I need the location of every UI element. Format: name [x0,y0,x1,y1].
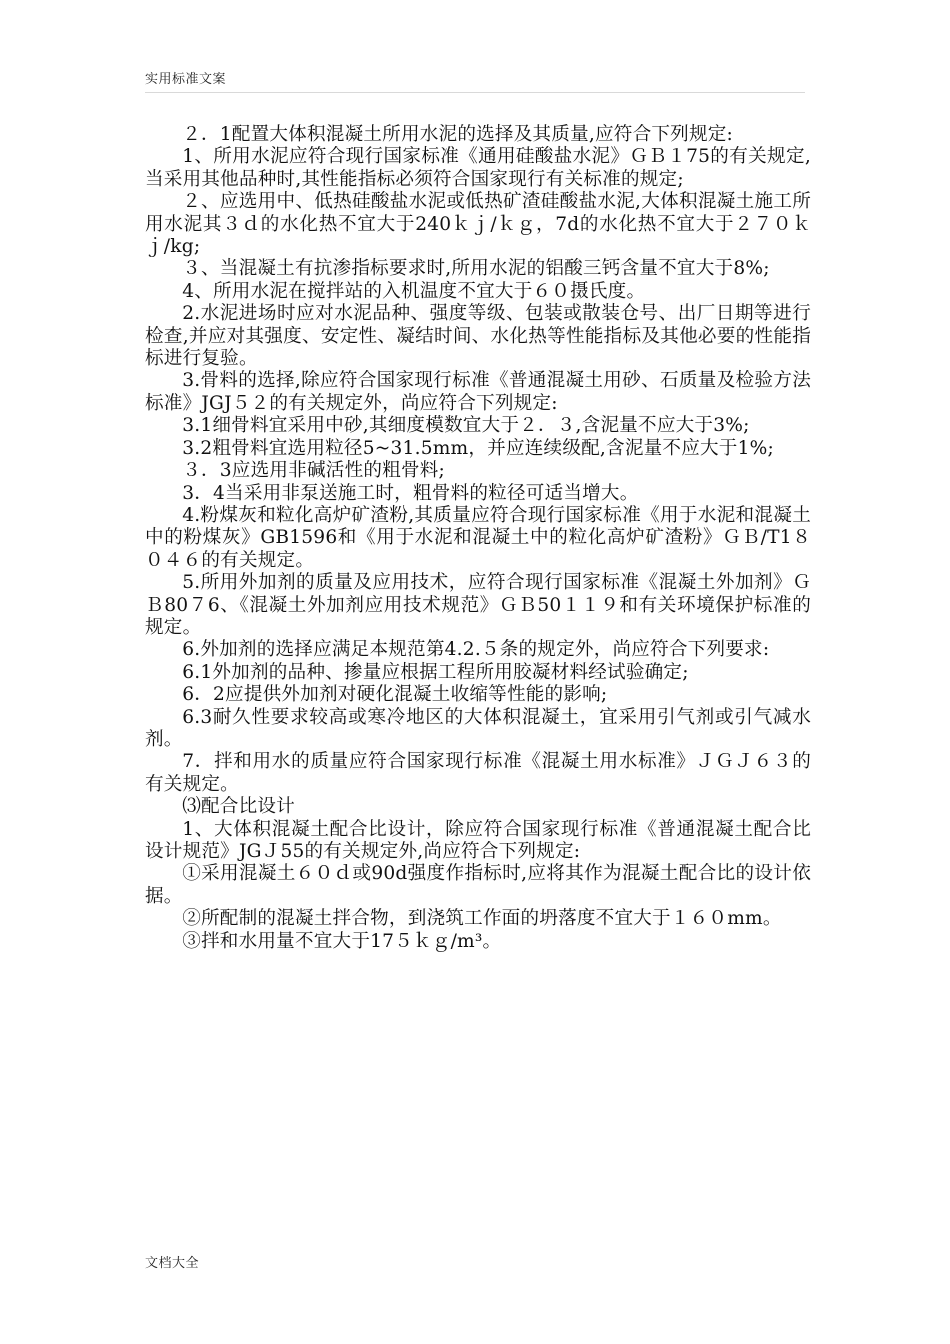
paragraph: 3.1细骨料宜采用中砂,其细度模数宜大于２．３,含泥量不应大于3%; [182,415,750,437]
paragraph: 3.2粗骨料宜选用粒径5~31.5mm，并应连续级配,含泥量不应大于1%; [182,437,774,459]
paragraph: ③拌和水用量不宜大于17５ｋｇ/m³。 [182,930,502,952]
paragraph: ３、当混凝土有抗渗指标要求时,所用水泥的铝酸三钙含量不宜大于8%; [182,258,770,280]
paragraph: 4.粉煤灰和粒化高炉矿渣粉,其质量应符合现行国家标准《用于水泥和混凝土中的粉煤灰》GB1596和《用于水泥和混凝土中的粒化高炉矿渣粉》ＧＢ/T1８０４６的有关规定。 [145,504,811,571]
paragraph: ２．1配置大体积混凝土所用水泥的选择及其质量,应符合下列规定: [182,124,734,145]
paragraph: 5.所用外加剂的质量及应用技术，应符合现行国家标准《混凝土外加剂》ＧＢ80７6、《混凝土外加剂应用技术规范》ＧＢ50１１９和有关环境保护标准的规定。 [145,572,811,638]
paragraph: 2.水泥进场时应对水泥品种、强度等级、包装或散装仓号、出厂日期等进行检查,并应对其强度、安定性、凝结时间、水化热等性能指标及其他必要的性能指标进行复验。 [145,303,811,370]
paragraph: 1、大体积混凝土配合比设计，除应符合国家现行标准《普通混凝土配合比设计规范》JGＪ55的有关规定外,尚应符合下列规定: [145,818,811,862]
paragraph: 6.1外加剂的品种、掺量应根据工程所用胶凝材料经试验确定; [182,661,689,683]
header-divider [145,92,805,93]
paragraph: 6．2应提供外加剂对硬化混凝土收缩等性能的影响; [182,684,608,706]
paragraph: 6.3耐久性要求较高或寒冷地区的大体积混凝土，宜采用引气剂或引气减水剂。 [145,706,811,750]
paragraph: ３．3应选用非碱活性的粗骨料; [182,460,446,482]
paragraph: ２、应选用中、低热硅酸盐水泥或低热矿渣硅酸盐水泥,大体积混凝土施工所用水泥其３ｄ的水化热不宜大于240ｋｊ/ｋｇ，7d的水化热不宜大于２７０ｋｊ/kg; [145,191,811,258]
paragraph: ①采用混凝土６０ｄ或90d强度作指标时,应将其作为混凝土配合比的设计依据。 [145,863,811,907]
paragraph: 3.骨料的选择,除应符合国家现行标准《普通混凝土用砂、石质量及检验方法标准》JGJ５２的有关规定外，尚应符合下列规定: [145,370,811,414]
paragraph: ②所配制的混凝土拌合物，到浇筑工作面的坍落度不宜大于１６０mm。 [182,908,782,930]
paragraph: 1、所用水泥应符合现行国家标准《通用硅酸盐水泥》ＧＢ１75的有关规定,当采用其他品种时,其性能指标必须符合国家现行有关标准的规定; [145,146,811,190]
page-footer: 文档大全 [145,1256,200,1271]
paragraph: 3．4当采用非泵送施工时，粗骨料的粒径可适当增大。 [182,482,639,504]
page-header: 实用标准文案 [145,72,227,87]
paragraph: 4、所用水泥在搅拌站的入机温度不宜大于６０摄氏度。 [182,280,646,302]
paragraph: 6.外加剂的选择应满足本规范第4.2.５条的规定外，尚应符合下列要求: [182,639,770,661]
paragraph: 7．拌和用水的质量应符合国家现行标准《混凝土用水标准》ＪＧＪ６３的有关规定。 [145,751,811,795]
paragraph: ⑶配合比设计 [182,796,295,818]
document-body [145,124,811,953]
